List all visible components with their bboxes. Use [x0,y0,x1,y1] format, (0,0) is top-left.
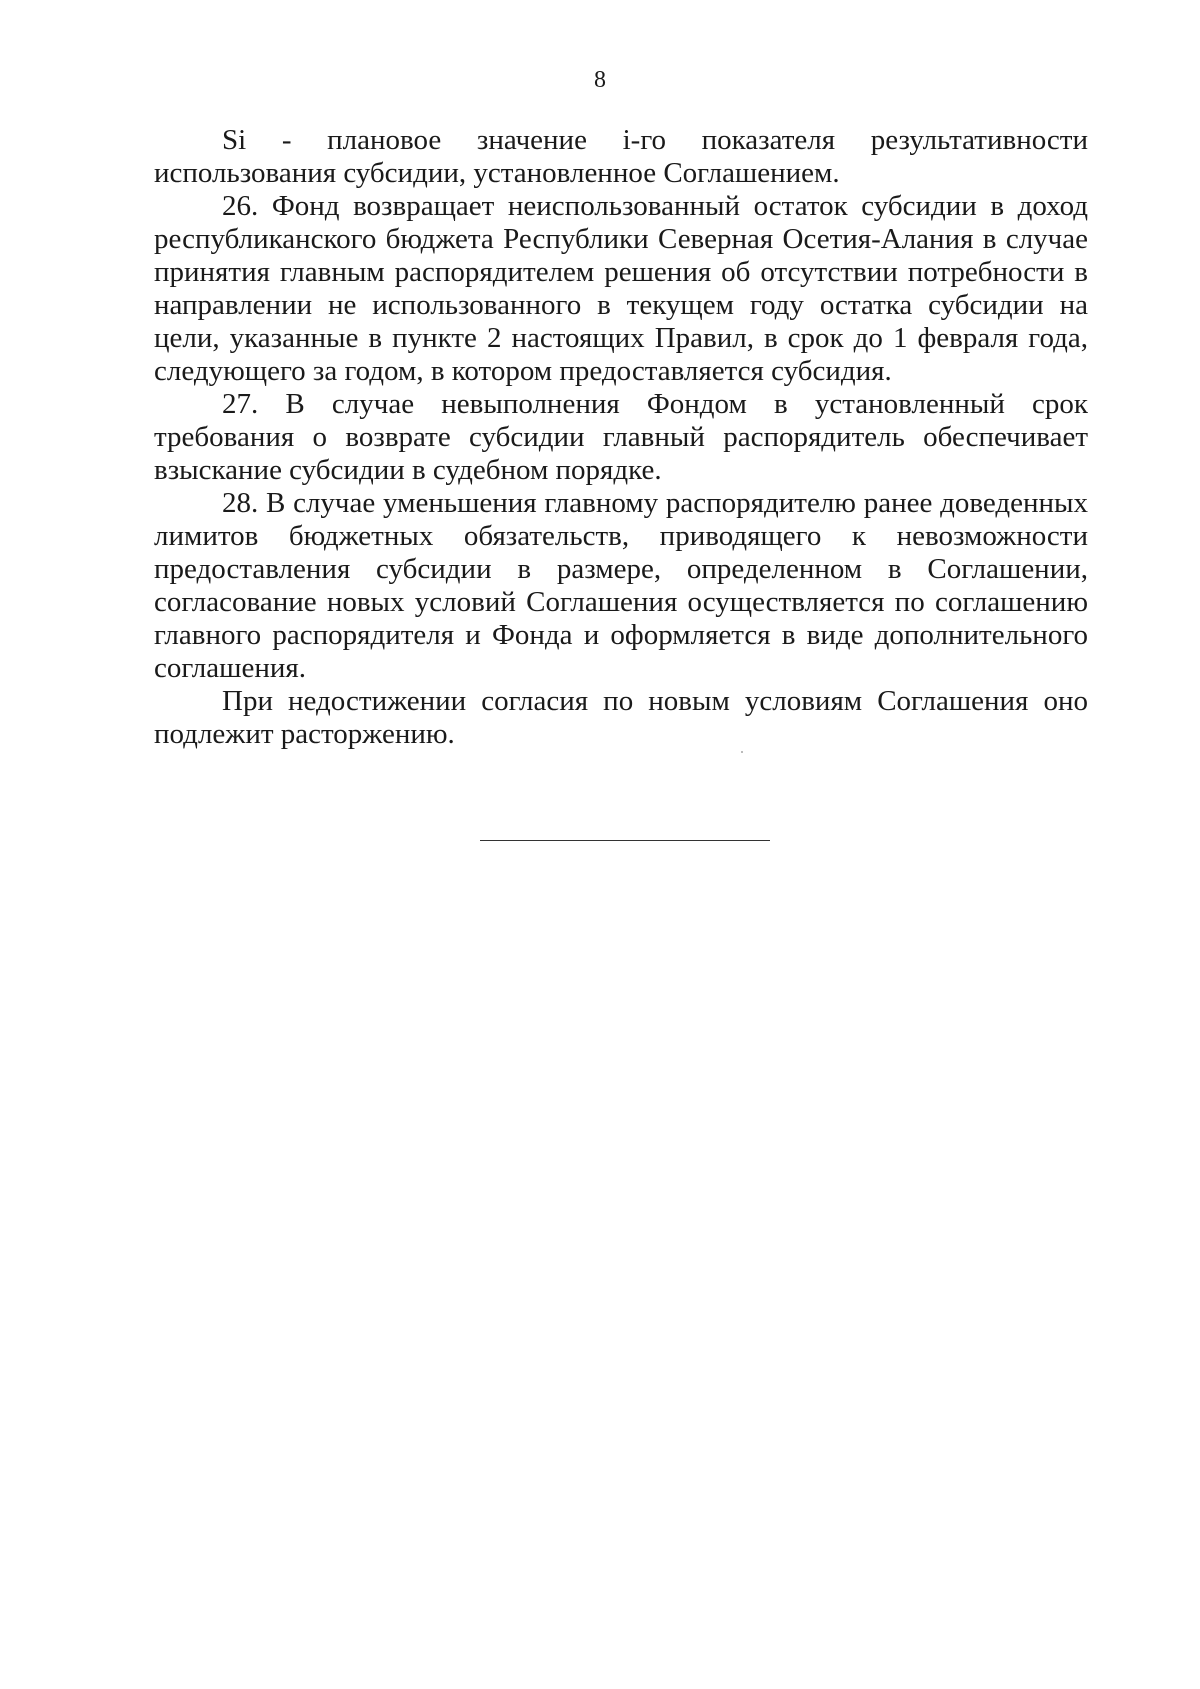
paragraph-item-27: 27. В случае невыполнения Фондом в установленный срок требования о возврате субсидии главный распорядитель обеспечивает взыскание субсидии в судебном порядке. [154,388,1088,486]
page-number: 8 [594,67,606,93]
document-body [154,124,1088,751]
paragraph-indicator-definition: Si - плановое значение i-го показателя результативности использования субсидии, установленное Соглашением. [154,124,1088,189]
paragraph-item-28: 28. В случае уменьшения главному распорядителю ранее доведенных лимитов бюджетных обязательств, приводящего к невозможности предоставления субсидии в размере, определенном в Соглашении, согласование новых условий Соглашения осуществляется по соглашению главного распорядителя и Фонда и оформляется в виде дополнительного соглашения. [154,487,1088,684]
paragraph-closing: При недостижении согласия по новым условиям Соглашения оно подлежит расторжению. [154,685,1088,750]
end-of-text-rule [480,840,770,841]
scan-speck [741,751,743,753]
paragraph-item-26: 26. Фонд возвращает неиспользованный остаток субсидии в доход республиканского бюджета Республики Северная Осетия-Алания в случае принятия главным распорядителем решения об отсутствии потребности в направлении не использованного в текущем году остатка субсидии на цели, указанные в пункте 2 настоящих Правил, в срок до 1 февраля года, следующего за годом, в котором предоставляется субсидия. [154,190,1088,387]
